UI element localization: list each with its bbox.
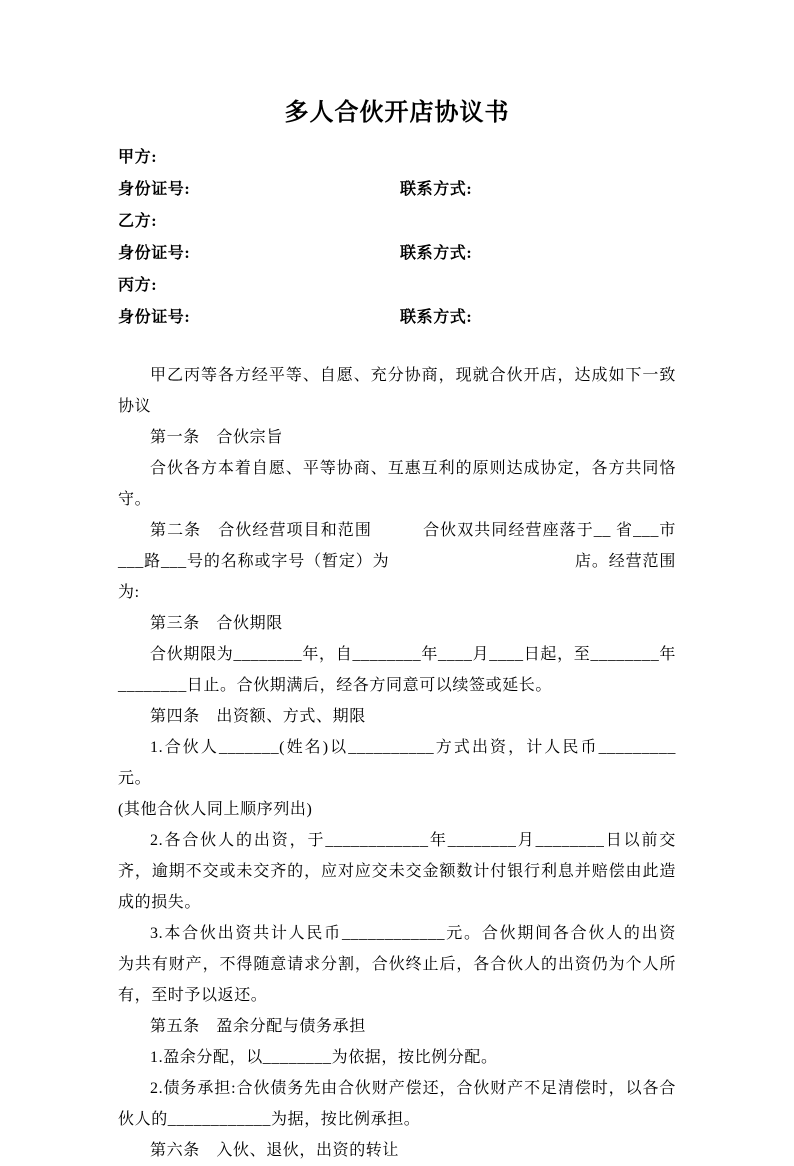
party-id-contact-row — [118, 238, 676, 270]
party-role-label: 甲方: — [118, 149, 158, 166]
agreement-paragraph: (其他合伙人同上顺序列出) — [118, 801, 313, 818]
party-contact-label: 联系方式: — [400, 245, 473, 262]
party-role-label: 丙方: — [118, 277, 158, 294]
agreement-paragraph: 2.债务承担:合伙债务先由合伙财产偿还，合伙财产不足清偿时，以各合伙人的____________为据，按比例承担。 — [118, 1080, 676, 1128]
parties-section — [118, 142, 676, 334]
agreement-paragraph: 第一条 合伙宗旨 — [150, 429, 283, 446]
agreement-paragraph: 第四条 出资额、方式、期限 — [150, 708, 366, 725]
party-id-label: 身份证号: — [118, 245, 191, 262]
document-title: 多人合伙开店协议书 — [284, 100, 510, 126]
agreement-paragraph: 合伙期限为________年，自________年____月____日起，至________年 ________日止。合伙期满后，经各方同意可以续签或延长。 — [118, 646, 693, 694]
agreement-paragraph: 甲乙丙等各方经平等、自愿、充分协商，现就合伙开店，达成如下一致协议 — [118, 367, 676, 415]
agreement-paragraph: 1.盈余分配，以________为依据，按比例分配。 — [150, 1049, 498, 1066]
party-id-contact-row — [118, 302, 676, 334]
agreement-paragraph: 1.合伙人_______(姓名)以__________方式出资，计人民币_________元。 — [118, 739, 676, 787]
agreement-paragraph: 第五条 盈余分配与债务承担 — [150, 1018, 366, 1035]
party-role-label: 乙方: — [118, 213, 158, 230]
party-id-label: 身份证号: — [118, 309, 191, 326]
agreement-paragraph: 第三条 合伙期限 — [150, 615, 283, 632]
party-id-label: 身份证号: — [118, 181, 191, 198]
agreement-paragraph: 第二条 合伙经营项目和范围 合伙双共同经营座落于__ 省___市___路___号的名称或字号（暂定）为 店。经营范围为: — [118, 522, 676, 601]
party-contact-label: 联系方式: — [400, 181, 473, 198]
agreement-paragraph: 2.各合伙人的出资，于____________年________月________日以前交齐，逾期不交或未交齐的，应对应交未交金额数计付银行利息并赔偿由此造成的损失。 — [118, 832, 676, 911]
agreement-paragraph: 第六条 入伙、退伙，出资的转让 — [150, 1142, 400, 1159]
agreement-paragraph: 3.本合伙出资共计人民币____________元。合伙期间各合伙人的出资 为共有财产，不得随意请求分割，合伙终止后，各合伙人的出资仍为个人所有，至时予以返还。 — [118, 925, 693, 1004]
party-id-contact-row — [118, 174, 676, 206]
agreement-body — [118, 360, 693, 1166]
agreement-paragraph: 合伙各方本着自愿、平等协商、互惠互利的原则达成协定，各方共同恪守。 — [118, 460, 676, 508]
party-contact-label: 联系方式: — [400, 309, 473, 326]
